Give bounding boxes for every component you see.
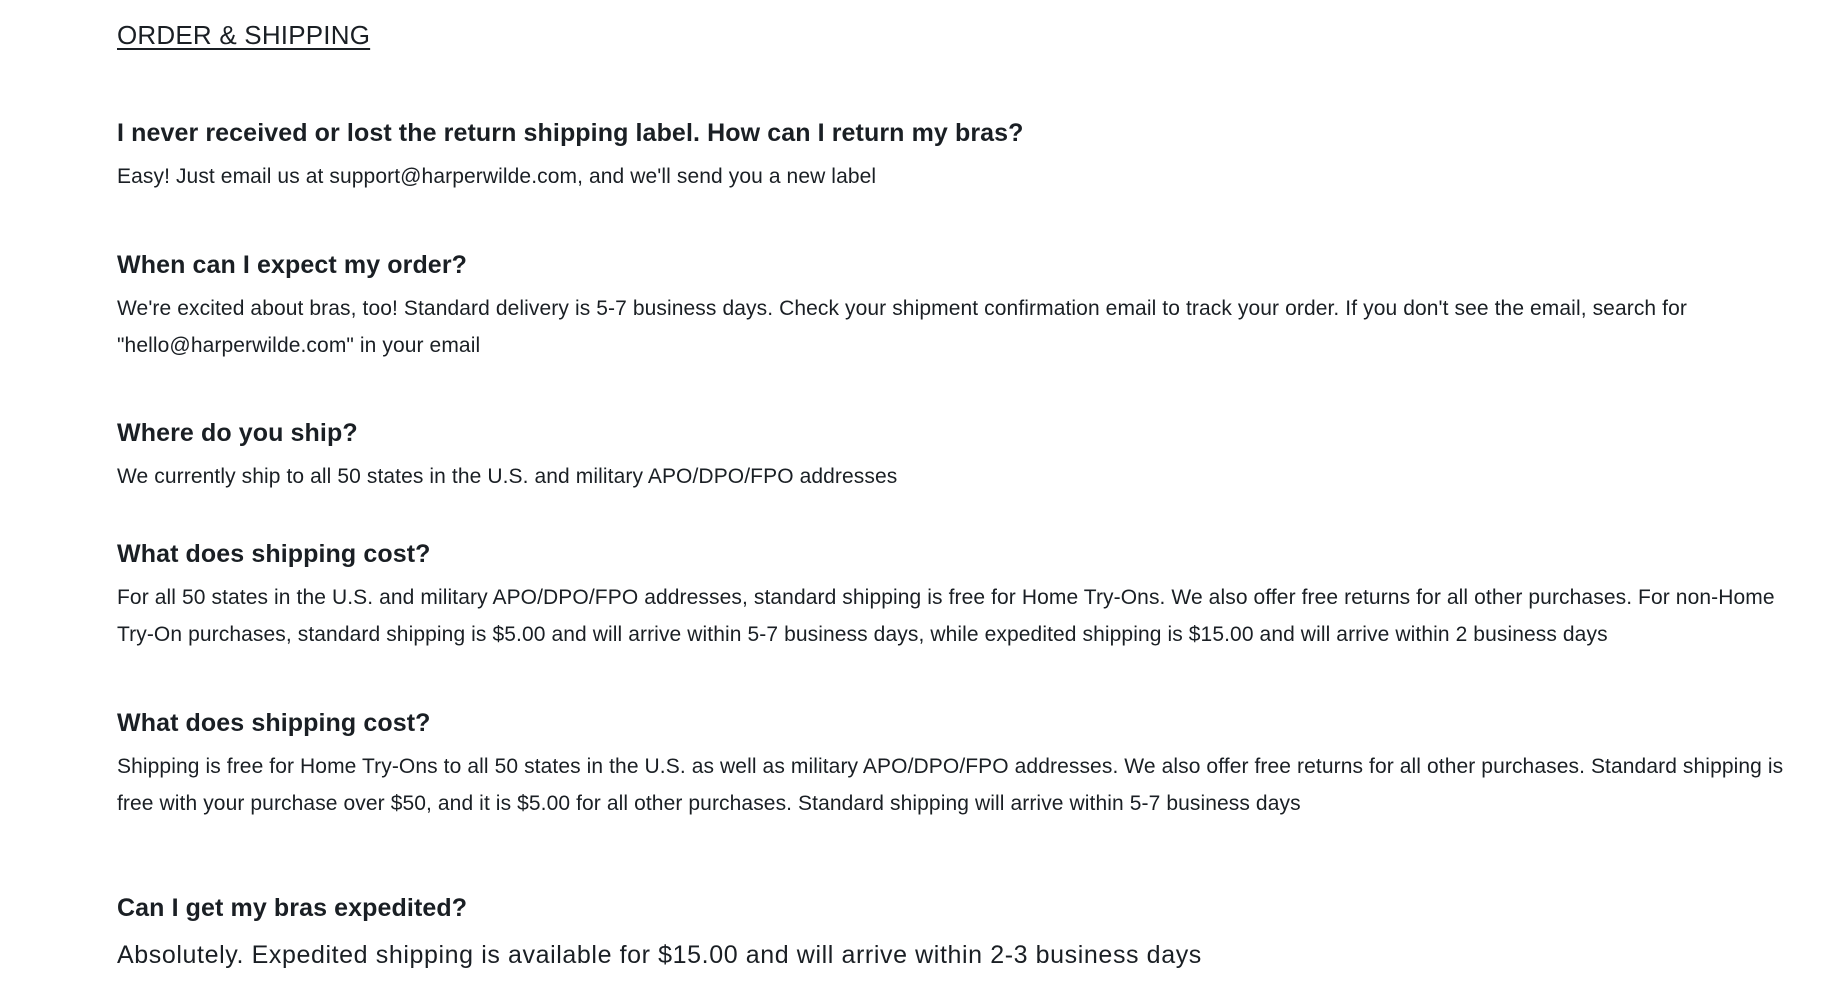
faq-item (117, 537, 1787, 653)
faq-answer: We're excited about bras, too! Standard delivery is 5-7 business days. Check your shipment confirmation email to track your order. If you don't see the email, search for "hello@harperwilde.com" in your email (117, 297, 1687, 357)
faq-question: When can I expect my order? (117, 251, 468, 279)
faq-item (117, 891, 1787, 975)
faq-answer: For all 50 states in the U.S. and military APO/DPO/FPO addresses, standard shipping is free for Home Try-Ons. We also offer free returns for all other purchases. For non-Home Try-On purchases, standard shipping is $5.00 and will arrive within 5-7 business days, while expedited shipping is $15.00 and will arrive within 2 business days (117, 586, 1775, 646)
faq-answer: Absolutely. Expedited shipping is available for $15.00 and will arrive within 2-3 business days (117, 941, 1202, 969)
faq-answer: Shipping is free for Home Try-Ons to all 50 states in the U.S. as well as military APO/DPO/FPO addresses. We also offer free returns for all other purchases. Standard shipping is free with your purchase over $50, and it is $5.00 for all other purchases. Standard shipping will arrive within 5-7 business days (117, 755, 1784, 815)
faq-question: Where do you ship? (117, 419, 358, 447)
faq-item (117, 116, 1787, 195)
faq-item (117, 706, 1787, 822)
faq-question: What does shipping cost? (117, 540, 431, 568)
faq-answer: We currently ship to all 50 states in the U.S. and military APO/DPO/FPO addresses (117, 465, 898, 488)
faq-item (117, 248, 1787, 364)
faq-question: What does shipping cost? (117, 709, 431, 737)
faq-question: I never received or lost the return shipping label. How can I return my bras? (117, 119, 1024, 147)
section-title: ORDER & SHIPPING (117, 20, 371, 50)
faq-answer: Easy! Just email us at support@harperwilde.com, and we'll send you a new label (117, 165, 877, 188)
faq-question: Can I get my bras expedited? (117, 894, 468, 922)
faq-item (117, 416, 1787, 495)
